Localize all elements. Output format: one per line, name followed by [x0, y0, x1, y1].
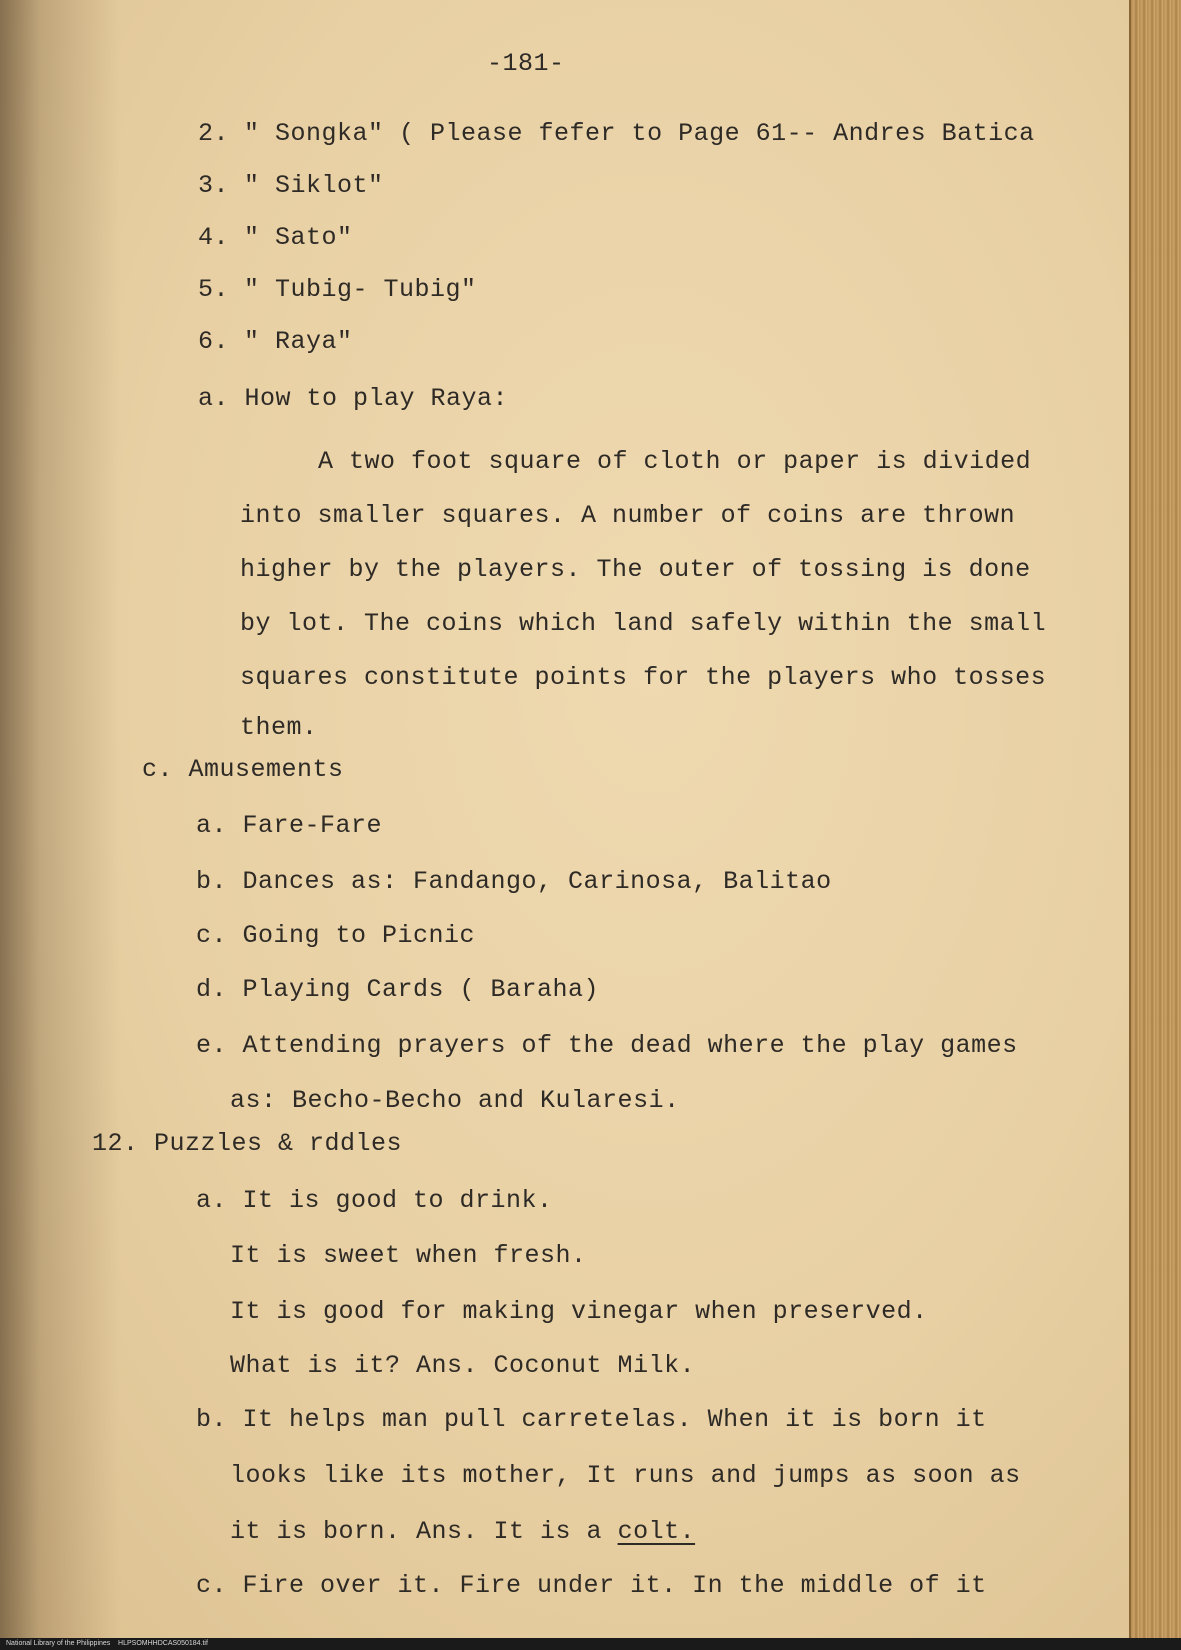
riddle-line: c. Fire over it. Fire under it. In the middle of it: [196, 1571, 987, 1600]
list-item-marker: 2.: [198, 119, 230, 148]
riddle-line: b. It helps man pull carretelas. When it is born it: [196, 1405, 987, 1434]
list-item-marker: 6.: [198, 327, 230, 356]
paragraph-line: into smaller squares. A number of coins are thrown: [240, 501, 1016, 530]
list-item: " Raya": [244, 327, 353, 356]
list-item: c. Going to Picnic: [196, 921, 476, 950]
riddle-answer-prefix: it is born. Ans. It is a: [230, 1517, 618, 1546]
list-item: a. Fare-Fare: [196, 811, 383, 840]
list-item: d. Playing Cards ( Baraha): [196, 975, 600, 1004]
paragraph-line: them.: [240, 713, 318, 742]
list-item: e. Attending prayers of the dead where the play games: [196, 1031, 1018, 1060]
paragraph-line: higher by the players. The outer of tossing is done: [240, 555, 1031, 584]
page-number: -181-: [487, 49, 565, 78]
paragraph-line: squares constitute points for the players who tosses: [240, 663, 1047, 692]
section-heading-amusements: c. Amusements: [142, 755, 344, 784]
riddle-line: It is sweet when fresh.: [230, 1241, 587, 1270]
list-item: " Siklot": [244, 171, 384, 200]
riddle-line: [230, 1516, 695, 1548]
section-heading-how-to-play: a. How to play Raya:: [198, 384, 509, 413]
paragraph-line: A two foot square of cloth or paper is divided: [318, 447, 1032, 476]
list-item: " Tubig- Tubig": [244, 275, 477, 304]
paragraph-line: by lot. The coins which land safely within the small: [240, 609, 1047, 638]
list-item-marker: 3.: [198, 171, 230, 200]
list-item-continuation: as: Becho-Becho and Kularesi.: [230, 1086, 680, 1115]
riddle-line: It is good for making vinegar when preserved.: [230, 1297, 928, 1326]
riddle-line: a. It is good to drink.: [196, 1186, 553, 1215]
riddle-line: looks like its mother, It runs and jumps as soon as: [230, 1461, 1021, 1490]
list-item: b. Dances as: Fandango, Carinosa, Balitao: [196, 867, 832, 896]
riddle-line: What is it? Ans. Coconut Milk.: [230, 1351, 696, 1380]
list-item: " Songka" ( Please fefer to Page 61-- Andres Batica: [244, 119, 1035, 148]
riddle-answer-colt: colt.: [617, 1517, 696, 1546]
list-item-marker: 5.: [198, 275, 230, 304]
book-page-edge: [1129, 0, 1181, 1650]
list-item: " Sato": [244, 223, 353, 252]
scan-footer: National Library of the Philippines HLPSOMHHDCAS050184.tif: [0, 1638, 1181, 1650]
list-item-marker: 4.: [198, 223, 230, 252]
section-heading-puzzles: 12. Puzzles & rddles: [92, 1129, 403, 1158]
